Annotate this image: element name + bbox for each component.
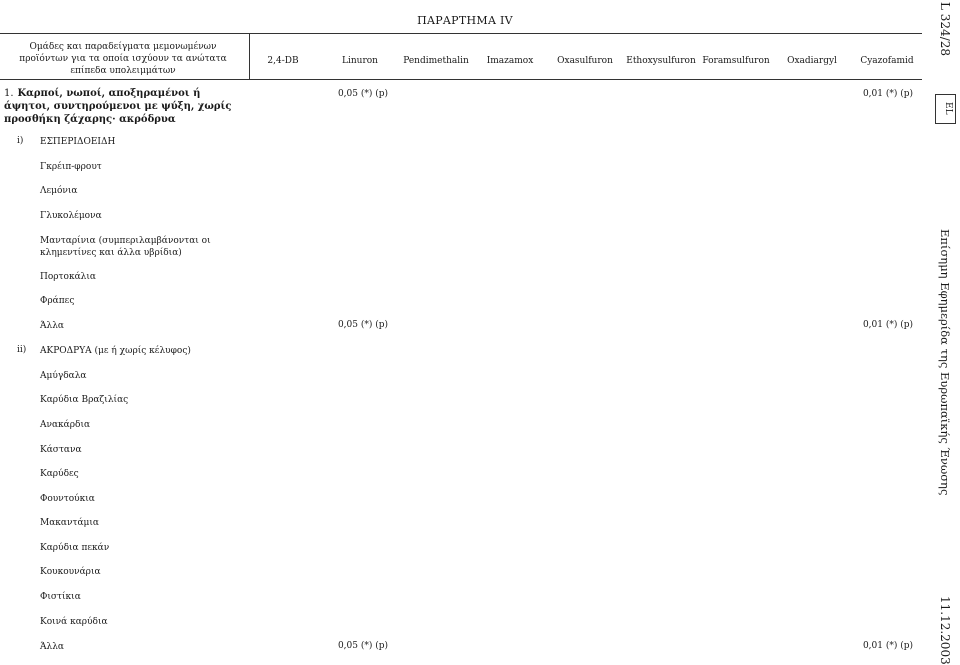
table-row-label: Γκρέιπ-φρουτ xyxy=(40,162,102,172)
group-value-cyazofamid: 0,01 (*) (p) xyxy=(862,89,914,99)
column-header: Pendimethalin xyxy=(403,56,469,66)
column-header: Ethoxysulfuron xyxy=(626,56,696,66)
table-row-label: Λεμόνια xyxy=(40,186,78,196)
language-code: EL xyxy=(943,102,953,115)
column-header: Foramsulfuron xyxy=(702,56,770,66)
table-row-label: Φουντούκια xyxy=(40,494,95,504)
table-row-label: Καρύδια πεκάν xyxy=(40,543,110,553)
group-title: Καρποί, νωποί, αποξηραμένοι ή άψητοι, συντηρούμενοι με ψύξη, χωρίς προσθήκη ζάχαρης· ακρόδρυα xyxy=(4,88,232,125)
table-row-label: Γλυκολέμονα xyxy=(40,211,102,221)
table-cell-linuron: 0,05 (*) (p) xyxy=(337,320,389,330)
table-row-label: Κοινά καρύδια xyxy=(40,617,108,627)
table-row-label: Άλλα xyxy=(40,321,64,331)
table-cell-linuron: 0,05 (*) (p) xyxy=(337,641,389,651)
table-row-label: Ανακάρδια xyxy=(40,420,91,430)
column-header: Cyazofamid xyxy=(860,56,914,66)
journal-title: Επίσημη Εφημερίδα της Ευρωπαϊκής Ένωσης xyxy=(938,229,952,496)
table-row-label: Κάστανα xyxy=(40,445,82,455)
column-header: Oxasulfuron xyxy=(557,56,613,66)
annex-title: ΠΑΡΑΡΤΗΜΑ IV xyxy=(417,14,513,27)
table-row-label: Άλλα xyxy=(40,642,64,652)
table-row-label: Φράπες xyxy=(40,296,75,306)
column-divider xyxy=(249,33,250,80)
language-badge xyxy=(935,94,956,124)
header-bottom-rule xyxy=(0,79,922,80)
table-row-label: Μακαντάμια xyxy=(40,518,99,528)
table-row-label: Αμύγδαλα xyxy=(40,371,87,381)
column-header: 2,4-DB xyxy=(267,56,299,66)
column-header: Oxadiargyl xyxy=(787,56,837,66)
group-number: 1. xyxy=(4,88,14,99)
column-header: Linuron xyxy=(342,56,378,66)
row-section-number: ii) xyxy=(17,345,27,355)
table-row-label: ΑΚΡΟΔΡΥΑ (με ή χωρίς κέλυφος) xyxy=(40,346,191,356)
table-row-label: Φιστίκια xyxy=(40,592,81,602)
group-heading xyxy=(4,87,242,126)
table-top-rule xyxy=(0,33,922,34)
table-row-label: Καρύδια Βραζιλίας xyxy=(40,395,129,405)
group-value-linuron: 0,05 (*) (p) xyxy=(337,89,389,99)
table-cell-cyazofamid: 0,01 (*) (p) xyxy=(862,641,914,651)
table-row-label: ΕΣΠΕΡΙΔΟΕΙΔΗ xyxy=(40,137,116,147)
publication-date: 11.12.2003 xyxy=(938,596,952,665)
table-row-label: Μανταρίνια (συμπεριλαμβάνονται οι κλημεντίνες και άλλα υβρίδια) xyxy=(40,236,211,258)
page-reference: L 324/28 xyxy=(938,2,952,56)
column-header: Imazamox xyxy=(486,56,534,66)
header-product-groups: Ομάδες και παραδείγματα μεμονωμένων προϊόντων για τα οποία ισχύουν τα ανώτατα επίπεδα υπολειμμάτων xyxy=(19,42,227,76)
table-row-label: Καρύδες xyxy=(40,469,79,479)
table-cell-cyazofamid: 0,01 (*) (p) xyxy=(862,320,914,330)
table-row-label: Κουκουνάρια xyxy=(40,567,101,577)
table-row-label: Πορτοκάλια xyxy=(40,272,96,282)
row-section-number: i) xyxy=(17,136,24,146)
